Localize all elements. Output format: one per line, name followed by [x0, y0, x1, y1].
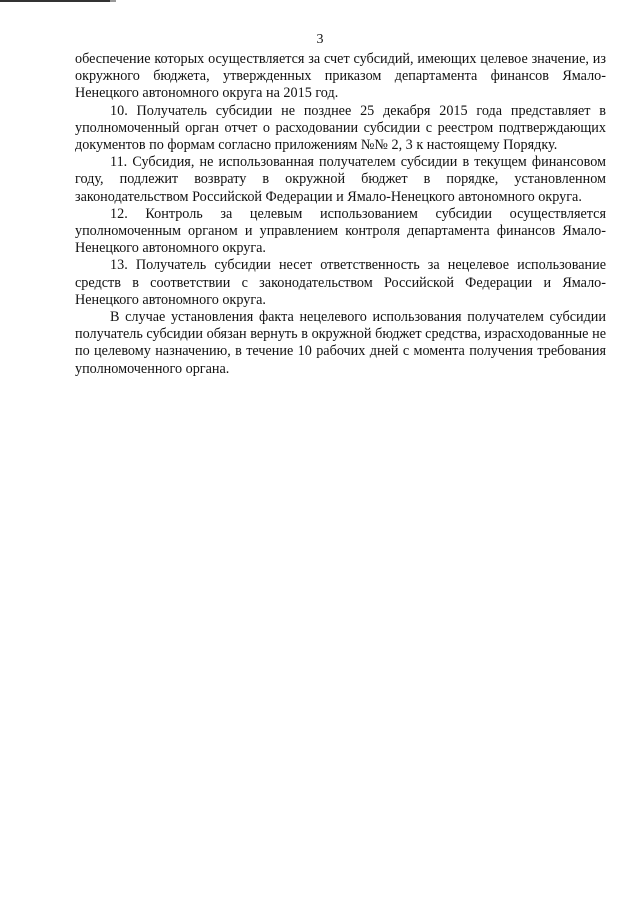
paragraph-continuation: обеспечение которых осуществляется за счет субсидий, имеющих целевое значение, из окружного бюджета, утвержденных приказом департамента финансов Ямало-Ненецкого автономного округа на 2015 год. [75, 51, 606, 102]
page-number: 3 [316, 32, 324, 47]
document-body [75, 51, 606, 378]
paragraph-item-12: 12. Контроль за целевым использованием субсидии осуществляется уполномоченным органом и управлением контроля департамента финансов Ямало-Ненецкого автономного округа. [75, 205, 606, 257]
header-rule-tick [110, 0, 116, 2]
header-rule [0, 0, 110, 2]
paragraph-item-11: 11. Субсидия, не использованная получателем субсидии в текущем финансовом году, подлежит возврату в окружной бюджет в порядке, установленном законодательством Российской Федерации и Ямало-Ненецкого автономного округа. [75, 154, 606, 205]
paragraph-item-10: 10. Получатель субсидии не позднее 25 декабря 2015 года представляет в уполномоченный орган отчет о расходовании субсидии с реестром подтверждающих документов по формам согласно приложениям №№ 2, 3 к настоящему Порядку. [75, 102, 606, 154]
paragraph-item-13: 13. Получатель субсидии несет ответственность за нецелевое использование средств в соответствии с законодательством Российской Федерации и Ямало-Ненецкого автономного округа. [75, 257, 606, 308]
paragraph-refund-clause: В случае установления факта нецелевого использования получателем субсидии получатель субсидии обязан вернуть в окружной бюджет средства, израсходованные не по целевому назначению, в течение 10 рабочих дней с момента получения требования уполномоченного органа. [75, 309, 606, 377]
